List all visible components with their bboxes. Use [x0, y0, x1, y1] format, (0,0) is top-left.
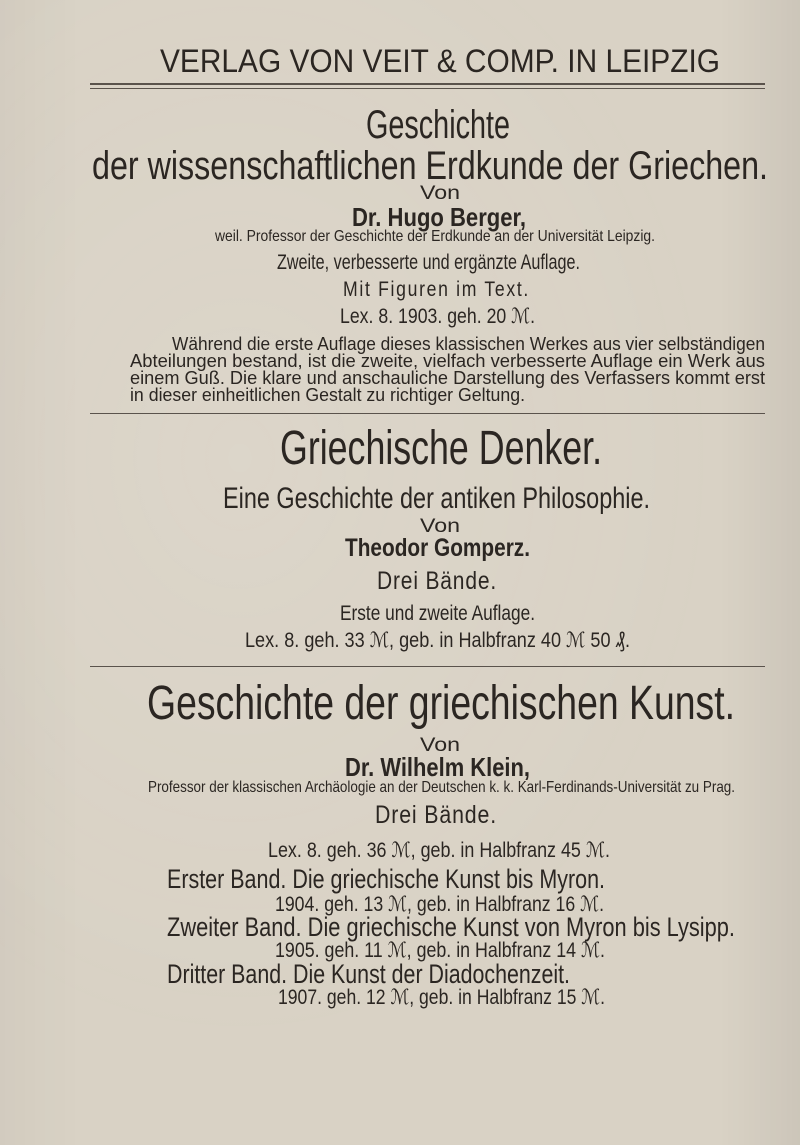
book3-author-note: Professor der klassischen Archäologie an der Deutschen k. k. Karl-Ferdinands-Universität zu Prag.: [148, 779, 735, 796]
divider: [90, 413, 765, 414]
book1-title-line1: Geschichte: [366, 103, 510, 147]
book3-by: Von: [420, 735, 460, 756]
book3-volumes: Drei Bände.: [375, 801, 497, 829]
book3-volume-2-title: Zweiter Band. Die griechische Kunst von Myron bis Lysipp.: [167, 912, 735, 942]
book1-author: Dr. Hugo Berger,: [352, 202, 526, 232]
book3-title: Geschichte der griechischen Kunst.: [147, 677, 735, 730]
book2-title: Griechische Denker.: [280, 422, 602, 475]
description-line: Abteilungen bestand, ist die zweite, vielfach verbesserte Auflage ein Werk aus: [130, 351, 765, 371]
book1-title-line2: der wissenschaftlichen Erdkunde der Griechen.: [92, 144, 768, 188]
book3-price: Lex. 8. geh. 36 ℳ, geb. in Halbfranz 45 ℳ.: [268, 839, 610, 862]
book3-volume-3-price: 1907. geh. 12 ℳ, geb. in Halbfranz 15 ℳ.: [278, 986, 605, 1009]
book2-edition: Erste und zweite Auflage.: [340, 602, 535, 625]
book3-volume-1-price: 1904. geh. 13 ℳ, geb. in Halbfranz 16 ℳ.: [275, 893, 604, 916]
book2-subtitle: Eine Geschichte der antiken Philosophie.: [223, 482, 650, 515]
book3-author: Dr. Wilhelm Klein,: [345, 752, 530, 782]
book3-volume-1-title: Erster Band. Die griechische Kunst bis Myron.: [167, 864, 605, 894]
description-line: Während die erste Auflage dieses klassischen Werkes aus vier selbständigen: [172, 334, 765, 354]
book2-price: Lex. 8. geh. 33 ℳ, geb. in Halbfranz 40 ℳ 50 ₰.: [245, 629, 630, 652]
book3-volume-2-price: 1905. geh. 11 ℳ, geb. in Halbfranz 14 ℳ.: [275, 939, 605, 962]
book2-by: Von: [420, 516, 460, 537]
book2-author: Theodor Gomperz.: [345, 534, 530, 562]
book1-price: Lex. 8. 1903. geh. 20 ℳ.: [340, 305, 535, 328]
book1-edition: Zweite, verbesserte und ergänzte Auflage.: [277, 251, 580, 274]
book2-volumes: Drei Bände.: [377, 567, 497, 595]
publisher-header: VERLAG VON VEIT & COMP. IN LEIPZIG: [160, 43, 720, 79]
book3-volume-3-title: Dritter Band. Die Kunst der Diadochenzeit.: [167, 959, 570, 989]
book1-by: Von: [420, 183, 460, 204]
divider: [90, 88, 765, 89]
book1-author-note: weil. Professor der Geschichte der Erdkunde an der Universität Leipzig.: [215, 228, 655, 245]
description-line: einem Guß. Die klare und anschauliche Darstellung des Verfassers kommt erst: [130, 368, 766, 388]
description-line: in dieser einheitlichen Gestalt zu richtiger Geltung.: [130, 385, 525, 405]
book1-figures: Mit Figuren im Text.: [343, 278, 530, 301]
divider: [90, 666, 765, 667]
book1-description: [130, 336, 765, 404]
divider: [90, 83, 765, 85]
